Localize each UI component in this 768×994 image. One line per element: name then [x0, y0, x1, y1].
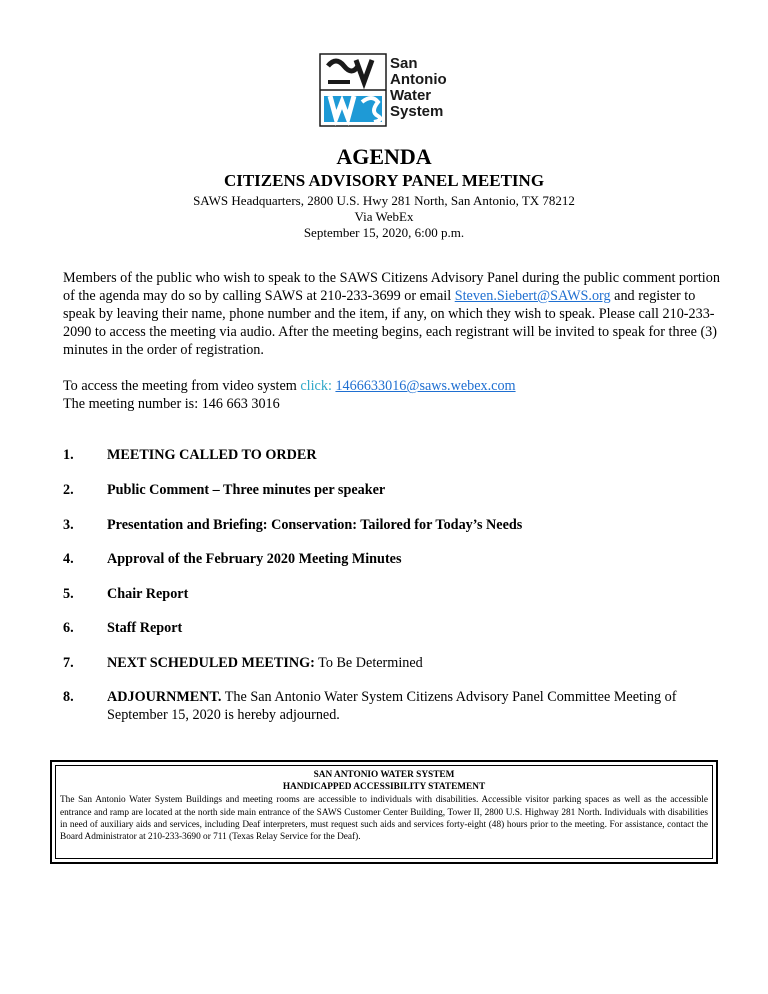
agenda-item — [63, 446, 723, 464]
meeting-location: SAWS Headquarters, 2800 U.S. Hwy 281 North, San Antonio, TX 78212 — [193, 193, 575, 208]
agenda-title: AGENDA — [336, 144, 432, 169]
agenda-item-number: 8. — [63, 689, 74, 705]
agenda-item-number: 1. — [63, 447, 74, 463]
logo-line: Water — [390, 87, 432, 104]
agenda-item-title: Chair Report — [107, 586, 189, 602]
meeting-number: The meeting number is: 146 663 3016 — [63, 396, 280, 412]
agenda-item-number: 6. — [63, 620, 74, 636]
agenda-item-detail: The San Antonio Water System Citizens Advisory Panel Committee Meeting of September 15, 2020 is hereby adjourned. — [107, 689, 677, 723]
agenda-item-title: Public Comment – Three minutes per speaker — [107, 482, 386, 498]
statement-body: The San Antonio Water System Buildings and meeting rooms are accessible to individuals with disabilities. Accessible visitor parking spaces as well as the accessible entrance and ramp are located at the north side main entrance of the SAWS Customer Center Building, Tower II, 2800 U.S. Highway 281 North. Individuals with disabilities in need of auxiliary aids and services, including Deaf interpreters, must request such aids and services forty-eight (48) hours prior to the meeting. For assistance, contact the Board Administrator at 210-233-3690 or 711 (Texas Relay Service for the Deaf). — [60, 795, 708, 843]
agenda-item — [63, 585, 723, 603]
agenda-item-number: 5. — [63, 586, 74, 602]
public-comment-instructions — [63, 269, 723, 359]
agenda-item — [63, 550, 723, 568]
agenda-item-number: 4. — [63, 551, 74, 567]
agenda-item-number: 2. — [63, 482, 74, 498]
accessibility-statement-box — [50, 760, 718, 864]
agenda-item-number: 3. — [63, 517, 74, 533]
logo-line: San — [390, 55, 418, 72]
logo-wordmark — [390, 56, 447, 120]
access-prefix: To access the meeting from video system — [63, 378, 301, 394]
agenda-item — [63, 654, 723, 672]
agenda-item-title: Presentation and Briefing: Conservation: Tailored for Today’s Needs — [107, 517, 523, 533]
saws-monogram-icon — [318, 52, 388, 128]
agenda-item — [63, 481, 723, 499]
webex-link[interactable]: 1466633016@saws.webex.com — [335, 378, 516, 394]
saws-logo — [318, 52, 458, 128]
agenda-item-title: Approval of the February 2020 Meeting Minutes — [107, 551, 402, 567]
meeting-datetime: September 15, 2020, 6:00 p.m. — [303, 225, 465, 240]
access-click-label: click: — [300, 378, 332, 394]
agenda-item-title: MEETING CALLED TO ORDER — [107, 447, 317, 463]
meeting-title: CITIZENS ADVISORY PANEL MEETING — [223, 171, 545, 190]
agenda-item-detail: To Be Determined — [314, 655, 423, 671]
logo-line: Antonio — [390, 71, 447, 88]
intro-text: Members of the public who wish to speak to the SAWS Citizens Advisory Panel during the public comment portion of the agenda may do so by calling SAWS at 210-233-3699 or email — [63, 270, 720, 304]
logo-line: System — [390, 103, 444, 120]
agenda-item-title: NEXT SCHEDULED MEETING: — [107, 655, 315, 671]
agenda-item-title: Staff Report — [107, 620, 183, 636]
video-access-info — [63, 377, 723, 413]
statement-org: SAN ANTONIO WATER SYSTEM — [313, 770, 455, 780]
intro-text: and register to speak by leaving their name, phone number and the item, if any, on which they wish to speak. Please call 210-233-2090 to access the meeting via audio. After the meeting begins, each registrant will be invited to speak for three (3) minutes in the order of registration. — [63, 288, 717, 358]
agenda-item-number: 7. — [63, 655, 74, 671]
agenda-item-title: ADJOURNMENT. — [107, 689, 222, 705]
agenda-item — [63, 516, 723, 534]
meeting-via: Via WebEx — [354, 209, 414, 224]
agenda-item — [63, 619, 723, 637]
statement-title: HANDICAPPED ACCESSIBILITY STATEMENT — [282, 782, 486, 793]
contact-email-link[interactable]: Steven.Siebert@SAWS.org — [454, 288, 611, 304]
agenda-item — [63, 688, 723, 724]
